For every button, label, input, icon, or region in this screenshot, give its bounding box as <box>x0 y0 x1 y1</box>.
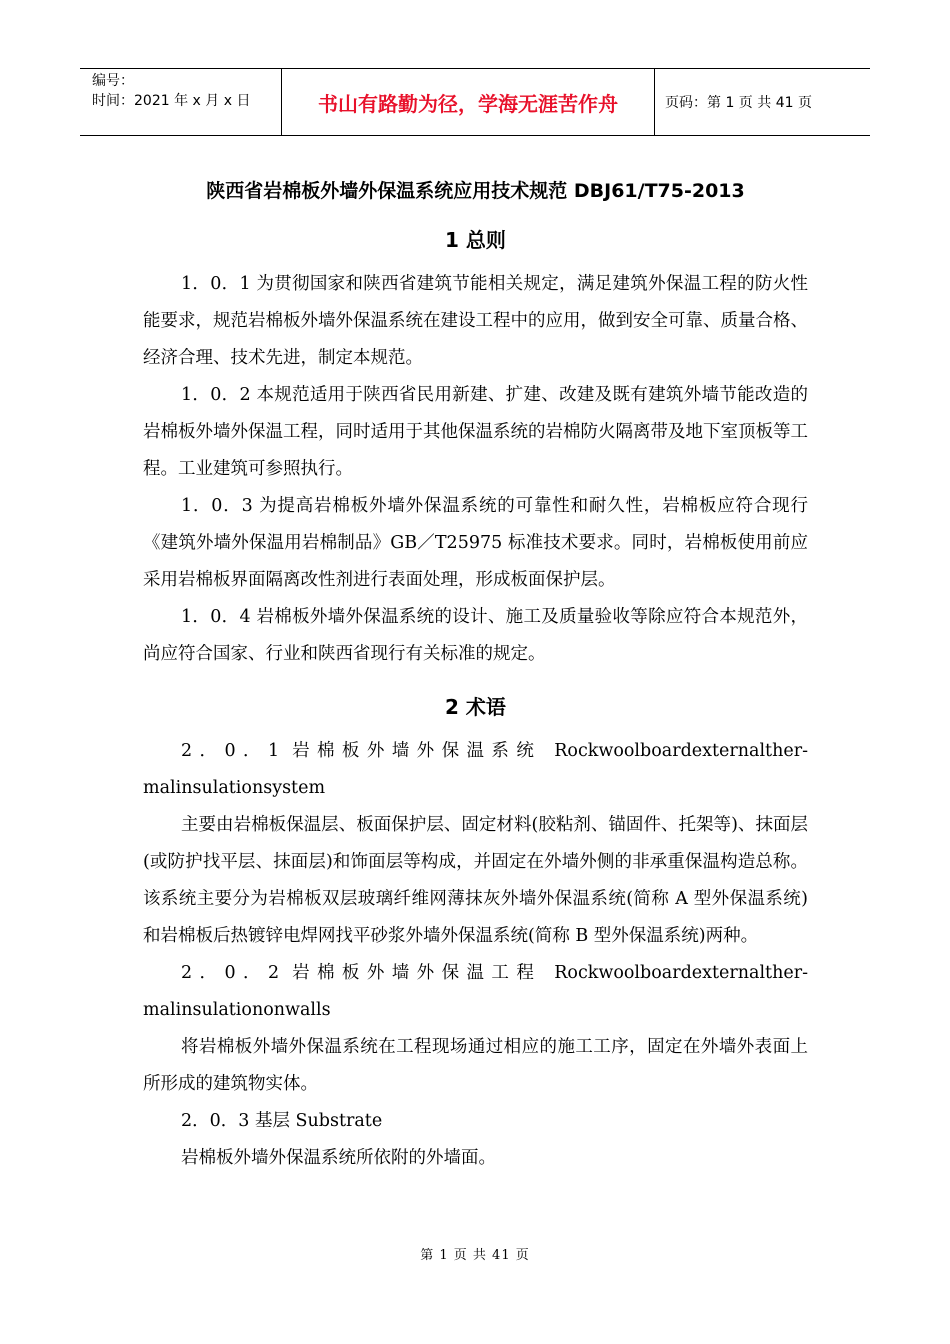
document-title: 陕西省岩棉板外墙外保温系统应用技术规范 DBJ61/T75-2013 <box>206 180 745 202</box>
number-label: 编号： <box>92 73 134 89</box>
page-header <box>80 68 870 136</box>
paragraph: 岩棉板外墙外保温系统所依附的外墙面。 <box>181 1148 496 1168</box>
paragraph: 2．0．3 基层 Substrate <box>181 1111 383 1131</box>
paragraph: 1．0．4 岩棉板外墙外保温系统的设计、施工及质量验收等除应符合本规范外，尚应符合国家、行业和陕西省现行有关标准的规定。 <box>143 607 808 664</box>
paragraph: 1．0．2 本规范适用于陕西省民用新建、扩建、改建及既有建筑外墙节能改造的岩棉板外墙外保温工程，同时适用于其他保温系统的岩棉防火隔离带及地下室顶板等工程。工业建筑可参照执行。 <box>143 385 808 479</box>
date-label: 时间：2021 年 x 月 x 日 <box>92 93 251 109</box>
page-footer: 第 1 页 共 41 页 <box>420 1248 530 1263</box>
paragraph: 主要由岩棉板保温层、板面保护层、固定材料(胶粘剂、锚固件、托架等)、抹面层(或防护找平层、抹面层)和饰面层等构成，并固定在外墙外侧的非承重保温构造总称。该系统主要分为岩棉板双层玻璃纤维网薄抹灰外墙外保温系统(简称 A 型外保温系统)和岩棉板后热镀锌电焊网找平砂浆外墙外保温系统(简称 B 型外保温系统)两种。 <box>143 815 808 946</box>
paragraph: 2．0．1 岩棉板外墙外保温系统 Rockwoolboardexternalther-malinsulationsystem <box>143 741 808 798</box>
section-2-title: 2 术语 <box>445 695 506 719</box>
paragraph: 1．0．1 为贯彻国家和陕西省建筑节能相关规定，满足建筑外保温工程的防火性能要求，规范岩棉板外墙外保温系统在建设工程中的应用，做到安全可靠、质量合格、经济合理、技术先进，制定本规范。 <box>143 274 808 368</box>
paragraph: 2．0．2 岩棉板外墙外保温工程 Rockwoolboardexternalther-malinsulationonwalls <box>143 963 808 1020</box>
paragraph: 将岩棉板外墙外保温系统在工程现场通过相应的施工工序，固定在外墙外表面上所形成的建筑物实体。 <box>143 1037 808 1094</box>
header-motto: 书山有路勤为径，学海无涯苦作舟 <box>282 69 655 135</box>
header-meta <box>80 69 282 135</box>
header-page-info: 页码：第 1 页 共 41 页 <box>665 95 812 111</box>
paragraph: 1．0．3 为提高岩棉板外墙外保温系统的可靠性和耐久性，岩棉板应符合现行《建筑外墙外保温用岩棉制品》GB／T25975 标准技术要求。同时，岩棉板使用前应采用岩棉板界面隔离改性剂进行表面处理，形成板面保护层。 <box>143 496 808 590</box>
document-body <box>143 172 808 1177</box>
section-1-title: 1 总则 <box>445 228 506 252</box>
